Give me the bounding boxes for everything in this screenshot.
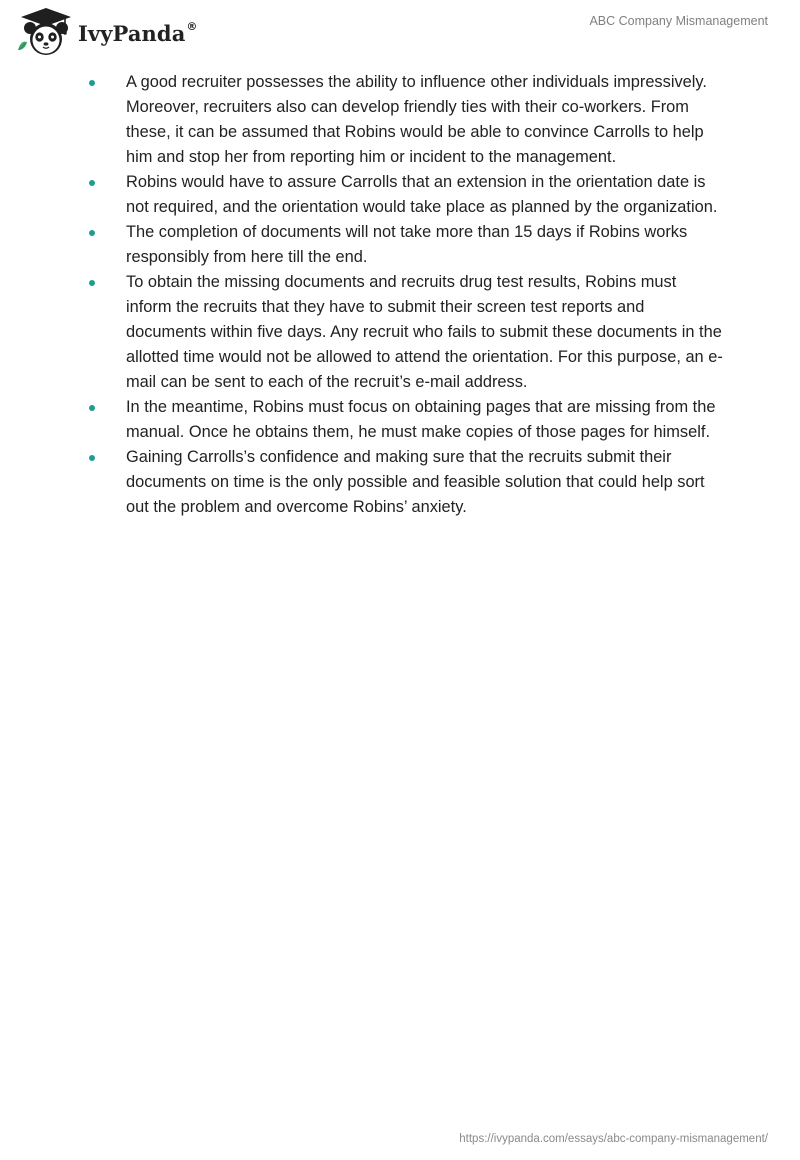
list-item-text: To obtain the missing documents and recruits drug test results, Robins must inform the recruits that they have to submit their screen test reports and documents within five days. Any recruit who fails to submit these documents in the allotted time would not be allowed to attend the orientation. For this purpose, an e-mail can be sent to each of the recruit’s e-mail address. xyxy=(126,273,723,391)
list-item xyxy=(86,70,726,170)
bullet-dot-icon xyxy=(89,455,95,461)
list-item xyxy=(86,170,726,220)
list-item xyxy=(86,395,726,445)
list-item-text: Robins would have to assure Carrolls that an extension in the orientation date is not required, and the orientation would take place as planned by the organization. xyxy=(126,173,718,216)
bullet-dot-icon xyxy=(89,280,95,286)
page-header xyxy=(0,0,800,62)
list-item xyxy=(86,220,726,270)
bullet-dot-icon xyxy=(89,230,95,236)
bullet-dot-icon xyxy=(89,80,95,86)
footer-url-link[interactable]: https://ivypanda.com/essays/abc-company-mismanagement/ xyxy=(459,1133,768,1145)
document-title: ABC Company Mismanagement xyxy=(589,14,768,28)
list-item-text: Gaining Carrolls’s confidence and making sure that the recruits submit their documents on time is the only possible and feasible solution that could help sort out the problem and overcome Robins’ anxiety. xyxy=(126,448,705,516)
list-item xyxy=(86,270,726,395)
list-item-text: In the meantime, Robins must focus on obtaining pages that are missing from the manual. Once he obtains them, he must make copies of those pages for himself. xyxy=(126,398,716,441)
list-item-text: The completion of documents will not take more than 15 days if Robins works responsibly from here till the end. xyxy=(126,223,688,266)
bullet-list xyxy=(86,70,726,520)
bullet-dot-icon xyxy=(89,180,95,186)
list-item-text: A good recruiter possesses the ability to influence other individuals impressively. Moreover, recruiters also can develop friendly ties with their co-workers. From these, it can be assumed that Robins would be able to convince Carrolls to help him and stop her from reporting him or incident to the management. xyxy=(126,73,707,166)
ivypanda-logo-icon xyxy=(16,6,76,58)
ivypanda-logo[interactable] xyxy=(16,6,198,58)
registered-mark: ® xyxy=(186,19,198,33)
main-content xyxy=(86,70,726,520)
list-item xyxy=(86,445,726,520)
bullet-dot-icon xyxy=(89,405,95,411)
brand-name: IvyPanda® xyxy=(78,19,198,46)
